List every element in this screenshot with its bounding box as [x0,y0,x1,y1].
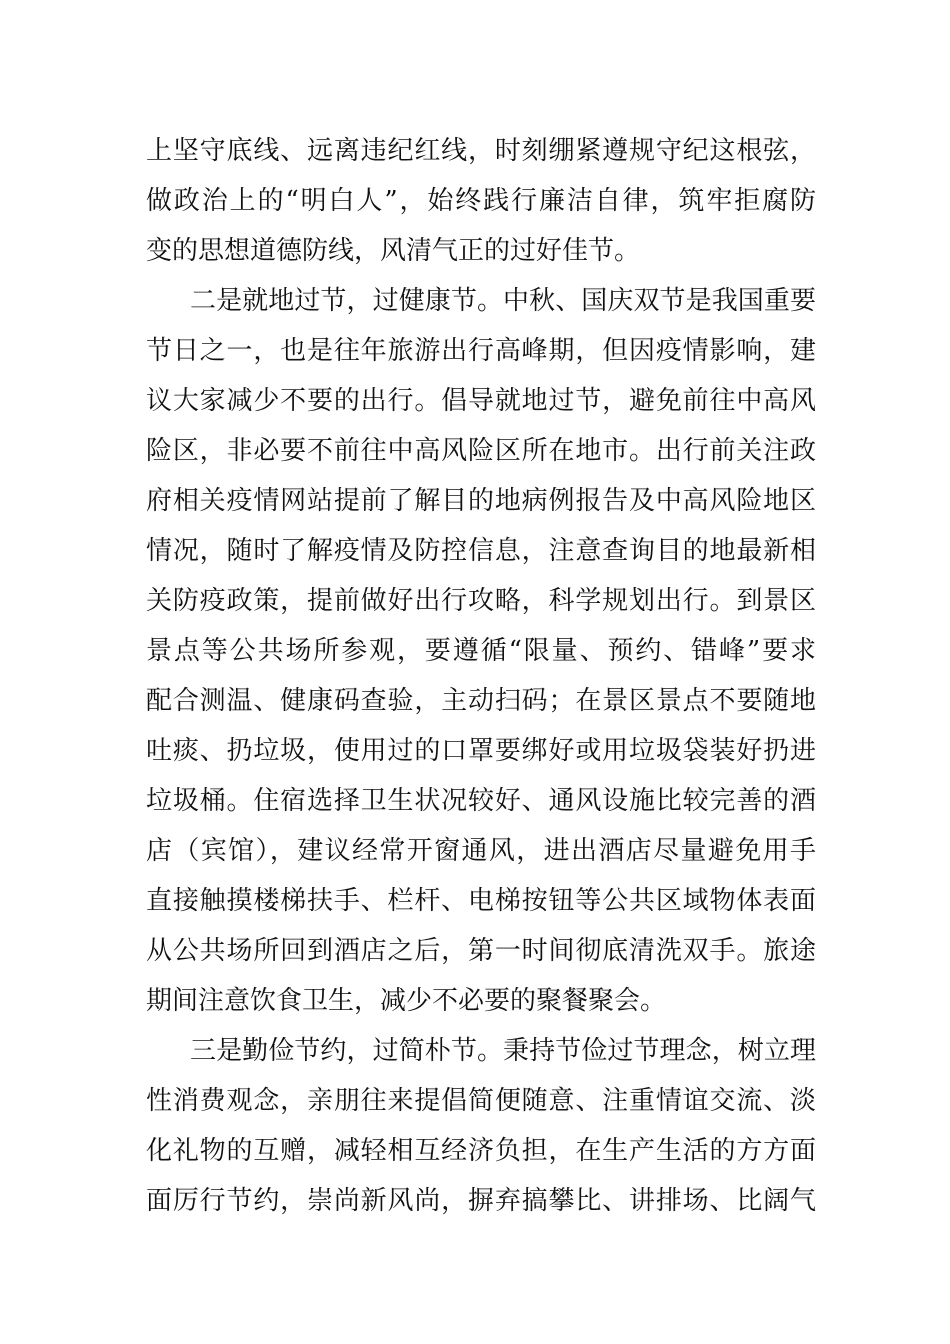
text-line: 垃圾桶。住宿选择卫生状况较好、通风设施比较完善的酒 [146,786,816,816]
text-line: 议大家减少不要的出行。倡导就地过节，避免前往中高风 [146,386,816,416]
text-line: 变的思想道德防线，风清气正的过好佳节。 [146,236,641,266]
text-line: 节日之一，也是往年旅游出行高峰期，但因疫情影响，建 [146,336,816,366]
text-line: 店（宾馆），建议经常开窗通风，进出酒店尽量避免用手 [146,836,816,866]
text-line: 化礼物的互赠，减轻相互经济负担，在生产生活的方方面 [146,1136,816,1166]
text-line: 情况，随时了解疫情及防控信息，注意查询目的地最新相 [146,536,816,566]
text-line: 做政治上的“明白人”，始终践行廉洁自律，筑牢拒腐防 [146,186,816,216]
text-line: 景点等公共场所参观，要遵循“限量、预约、错峰”要求 [146,636,816,666]
text-line: 性消费观念，亲朋往来提倡简便随意、注重情谊交流、淡 [146,1086,816,1116]
text-line: 从公共场所回到酒店之后，第一时间彻底清洗双手。旅途 [146,936,816,966]
text-line: 府相关疫情网站提前了解目的地病例报告及中高风险地区 [146,486,816,516]
text-line: 二是就地过节，过健康节。中秋、国庆双节是我国重要 [190,286,816,316]
text-line: 面厉行节约，崇尚新风尚，摒弃搞攀比、讲排场、比阔气 [146,1186,816,1216]
text-line: 上坚守底线、远离违纪红线，时刻绷紧遵规守纪这根弦， [146,136,816,166]
body-text [146,126,816,1226]
text-line: 配合测温、健康码查验，主动扫码；在景区景点不要随地 [146,686,816,716]
text-line: 期间注意饮食卫生，减少不必要的聚餐聚会。 [146,986,667,1016]
text-line: 吐痰、扔垃圾，使用过的口罩要绑好或用垃圾袋装好扔进 [146,736,816,766]
text-line: 险区，非必要不前往中高风险区所在地市。出行前关注政 [146,436,816,466]
text-line: 关防疫政策，提前做好出行攻略，科学规划出行。到景区 [146,586,816,616]
text-line: 三是勤俭节约，过简朴节。秉持节俭过节理念，树立理 [190,1036,816,1066]
text-line: 直接触摸楼梯扶手、栏杆、电梯按钮等公共区域物体表面 [146,886,816,916]
